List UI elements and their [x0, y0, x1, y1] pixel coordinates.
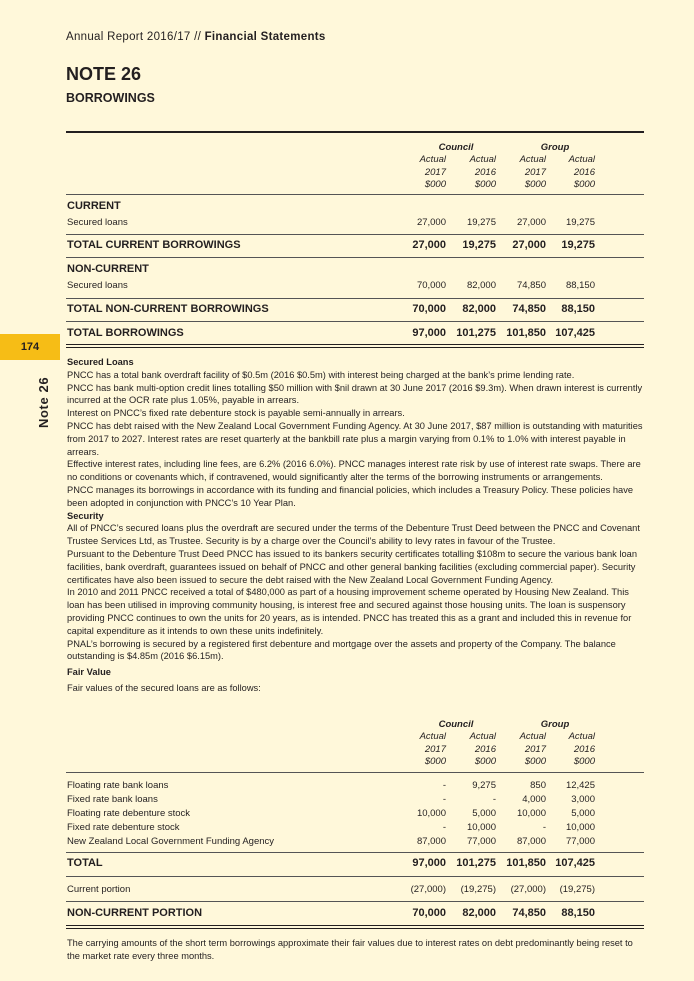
page-number: 174	[20, 341, 40, 353]
table-row: Secured loans 70,000 82,000 74,850 88,150	[67, 280, 595, 291]
total-current-row: TOTAL CURRENT BORROWINGS 27,000 19,275 27,000 19,275	[67, 239, 595, 251]
paragraph: Pursuant to the Debenture Trust Deed PNCC has issued to its bankers security certificates totalling $108m to secure the various bank loan facilities, bank overdraft, guarantees issued on behalf of PNCC and other general banking facilities (excluding commercial paper). Security certificates have also been issued to secure the debt raised with the New Zealand Local Government Funding Agency.	[67, 548, 637, 585]
total-noncurrent-row: TOTAL NON-CURRENT BORROWINGS 70,000 82,000 74,850 88,150	[67, 303, 595, 315]
table1-col4-header: Actual 2016 $000	[568, 154, 595, 190]
paragraph: PNAL’s borrowing is secured by a registered first debenture and mortgage over the assets and property of the Company. The balance outstanding is $4.85m (2016 $6.15m).	[67, 638, 616, 662]
table2-group-council: Council	[438, 719, 474, 730]
paragraph: PNCC manages its borrowings in accordance with its funding and financial policies, which includes a Treasury Policy. These policies have been adopted in conjunction with PNCC’s 10 Year Plan.	[67, 484, 634, 508]
current-heading: CURRENT	[67, 200, 121, 212]
table1-rule	[66, 234, 644, 235]
paragraph: Effective interest rates, including line fees, are 6.2% (2016 6.0%). PNCC manages interest rate risk by use of interest rate swaps. There are no conditions or covenants which, if contravened, would significantly alter the terms of the borrowing instruments or arrangements.	[67, 459, 641, 483]
table1-col3-header: Actual 2017 $000	[519, 154, 546, 190]
table2-col3-header: Actual 2017 $000	[519, 731, 546, 767]
table-row: Floating rate bank loans - 9,275 850 12,425	[67, 780, 595, 791]
header-separator: //	[194, 31, 202, 43]
noncurrent-portion-row: NON-CURRENT PORTION 70,000 82,000 74,850 88,150	[67, 907, 595, 919]
table2-rule	[66, 876, 644, 877]
table2-header-rule	[66, 772, 644, 773]
table2-double-rule-b	[66, 928, 644, 929]
current-portion-row: Current portion (27,000) (19,275) (27,000) (19,275)	[67, 884, 595, 895]
side-note-label: Note 26	[36, 376, 51, 428]
security-heading: Security	[67, 510, 104, 521]
fair-value-intro: Fair values of the secured loans are as follows:	[67, 682, 261, 693]
table2-total-row: TOTAL 97,000 101,275 101,850 107,425	[67, 857, 595, 869]
table1-double-rule-b	[66, 347, 644, 348]
table1-double-rule-a	[66, 344, 644, 345]
table2-col1-header: Actual 2017 $000	[419, 731, 446, 767]
footer-note: The carrying amounts of the short term borrowings approximate their fair values due to interest rates on debt predominantly being reset to the market rate every three months.	[67, 938, 633, 961]
table1-rule	[66, 321, 644, 322]
table2-rule	[66, 901, 644, 902]
table-row: Secured loans 27,000 19,275 27,000 19,275	[67, 217, 595, 228]
paragraph: PNCC has debt raised with the New Zealand Local Government Funding Agency. At 30 June 2017, $87 million is outstanding with maturities from 2017 to 2027. Interest rates are reset quarterly at the bankbill rate plus a margin varying from 0.1% to 1.0% with interest payable in arrears.	[67, 420, 643, 457]
secured-loans-heading: Secured Loans	[67, 357, 134, 367]
table1-rule	[66, 257, 644, 258]
table1-col1-header: Actual 2017 $000	[419, 154, 446, 190]
table1-rule	[66, 298, 644, 299]
table-row: Floating rate debenture stock 10,000 5,000 10,000 5,000	[67, 808, 595, 819]
table-row: Fixed rate bank loans - - 4,000 3,000	[67, 794, 595, 805]
table2-col4-header: Actual 2016 $000	[568, 731, 595, 767]
fair-value-heading: Fair Value	[67, 667, 111, 678]
table2-col2-header: Actual 2016 $000	[469, 731, 496, 767]
note-title: NOTE 26	[66, 64, 142, 84]
note-subtitle: BORROWINGS	[66, 91, 155, 105]
section-title: Financial Statements	[204, 31, 326, 43]
table1-top-rule	[66, 131, 644, 133]
paragraph: All of PNCC’s secured loans plus the overdraft are secured under the terms of the Debenture Trust Deed between the PNCC and Covenant Trustee Services Ltd, as Trustee. Security is by a charge over the Council’s ability to levy rates in favour of the Trustee.	[67, 523, 640, 547]
noncurrent-heading: NON-CURRENT	[67, 263, 149, 275]
paragraph: In 2010 and 2011 PNCC received a total of $480,000 as part of a housing improvement scheme operated by Housing New Zealand. This loan has been utilised in improving community housing, is interest free and secured against those housing units. The loan is suspensory providing PNCC continues to own the units for 20 years, as is intended. PNCC has treated this as a grant and included this in revenue for capital expenditure as it intends to own these units indefinitely.	[67, 587, 632, 636]
report-title: Annual Report 2016/17	[66, 31, 191, 43]
table1-group-council: Council	[438, 142, 474, 153]
total-borrowings-row: TOTAL BORROWINGS 97,000 101,275 101,850 107,425	[67, 327, 595, 339]
table2-rule	[66, 852, 644, 853]
table2-group-group: Group	[540, 719, 570, 730]
paragraph: Interest on PNCC’s fixed rate debenture stock is payable semi-annually in arrears.	[67, 408, 405, 419]
paragraph: PNCC has bank multi-option credit lines totalling $50 million with $nil drawn at 30 June 2017 (2016 $9.3m). When drawn interest is currently incurred at the OCR rate plus 1.05%, payable in arrears.	[67, 382, 643, 406]
table1-header-rule	[66, 194, 644, 195]
table-row: New Zealand Local Government Funding Agency 87,000 77,000 87,000 77,000	[67, 836, 595, 847]
table1-col2-header: Actual 2016 $000	[469, 154, 496, 190]
table-row: Fixed rate debenture stock - 10,000 - 10,000	[67, 822, 595, 833]
report-header	[66, 31, 326, 43]
table2-double-rule-a	[66, 925, 644, 926]
table1-group-group: Group	[540, 142, 570, 153]
notes-text	[67, 356, 645, 695]
paragraph: PNCC has a total bank overdraft facility of $0.5m (2016 $0.5m) with interest being charged at the bank’s prime lending rate.	[67, 369, 575, 380]
